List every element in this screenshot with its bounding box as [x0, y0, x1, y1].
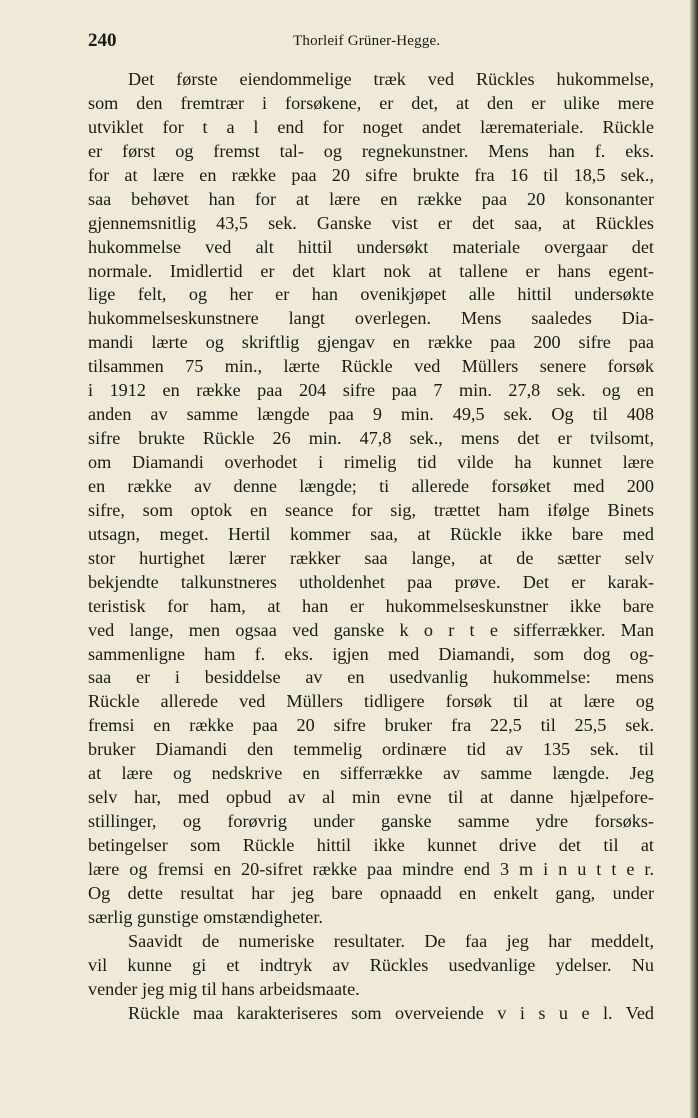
text-line: Det første eiendommelige træk ved Rückles hukommelse,	[128, 69, 654, 89]
text-line: fremsi en række paa 20 sifre bruker fra 22,5 til 25,5 sek.	[88, 715, 654, 736]
text-line: lige felt, og her er han ovenikjøpet alle hittil undersøkte	[88, 284, 654, 305]
text-line: tilsammen 75 min., lærte Rückle ved Müllers senere forsøk	[88, 356, 654, 377]
text-line: utsagn, meget. Hertil kommer saa, at Rückle ikke bare med	[88, 523, 654, 544]
text-line: saa behøvet han for at lære en række paa 20 konsonanter	[88, 188, 654, 209]
text-line: vender jeg mig til hans arbeidsmaate.	[88, 978, 360, 999]
text-line: normale. Imidlertid er det klart nok at tallene er hans egent-	[88, 260, 654, 281]
text-line: for at lære en række paa 20 sifre brukte fra 16 til 18,5 sek.,	[88, 164, 654, 185]
body-text	[88, 68, 654, 1026]
text-line: stillinger, og forøvrig under ganske samme ydre forsøks-	[88, 811, 654, 832]
text-line: som den fremtrær i forsøkene, er det, at den er ulike mere	[88, 92, 654, 113]
text-line: betingelser som Rückle hittil ikke kunnet drive det til at	[88, 835, 654, 855]
text-line: utviklet for t a l end for noget andet lærematerialе. Rückle	[88, 116, 654, 137]
text-line: teristisk for ham, at han er hukommelseskunstner ikke bare	[88, 595, 654, 616]
text-line: selv har, med opbud av al min evne til at danne hjælpefore-	[88, 787, 654, 808]
text-line: lære og fremsi en 20-sifret række paa mindre end 3 m i n u t t e r.	[88, 858, 654, 879]
text-line: sammenligne ham f. eks. igjen med Diamandi, som dog og-	[88, 643, 654, 664]
page-edge	[690, 0, 698, 1118]
text-line: sifre, som optok en seance for sig, trættet ham ifølge Binets	[88, 499, 654, 520]
text-line: i 1912 en række paa 204 sifre paa 7 min. 27,8 sek. og en	[88, 380, 654, 401]
text-line: Rückle allerede ved Müllers tidligere forsøk til at lære og	[88, 691, 654, 712]
text-line: hukommelse ved alt hittil undersøkt materiale overgaar det	[88, 236, 654, 257]
text-line: Rückle maa karakteriseres som overveiende v i s u e l. Ved	[128, 1002, 654, 1023]
text-line: gjennemsnitlig 43,5 sek. Ganske vist er det saa, at Rückles	[88, 212, 654, 233]
text-line: sifre brukte Rückle 26 min. 47,8 sek., mens det er tvilsomt,	[88, 428, 654, 449]
text-line: ved lange, men ogsaa ved ganske k o r t e sifferrækker. Man	[88, 619, 654, 640]
text-line: særlig gunstige omstændigheter.	[88, 906, 323, 927]
text-line: at lære og nedskrive en sifferrække av samme længde. Jeg	[88, 763, 654, 784]
text-line: Saavidt de numeriske resultater. De faa jeg har meddelt,	[128, 930, 654, 951]
text-line: stor hurtighet lærer rækker saa lange, at de sætter selv	[88, 547, 654, 568]
text-line: anden av samme længde paa 9 min. 49,5 sek. Og til 408	[88, 404, 654, 425]
page-number: 240	[88, 30, 117, 51]
text-line: en række av denne længde; ti allerede forsøket med 200	[88, 475, 654, 496]
page-header	[88, 30, 654, 54]
text-line: vil kunne gi et indtryk av Rückles usedvanlige ydelser. Nu	[88, 954, 654, 975]
text-line: mandi lærte og skriftlig gjengav en række paa 200 sifre paa	[88, 332, 654, 353]
text-line: saa er i besiddelse av en usedvanlig hukommelse: mens	[88, 667, 654, 688]
text-line: om Diamandi overhodet i rimelig tid vilde ha kunnet lære	[88, 452, 654, 472]
text-line: Og dette resultat har jeg bare opnaadd en enkelt gang, under	[88, 882, 654, 903]
running-title: Thorleif Grüner-Hegge.	[293, 33, 441, 49]
text-line: er først og fremst tal- og regnekunstner. Mens han f. eks.	[88, 140, 654, 161]
text-line: bruker Diamandi den temmelig ordinære tid av 135 sek. til	[88, 739, 654, 760]
text-line: hukommelseskunstnere langt overlegen. Mens saaledes Dia-	[88, 308, 654, 329]
text-line: bekjendte talkunstneres utholdenhet paa prøve. Det er karak-	[88, 571, 654, 592]
